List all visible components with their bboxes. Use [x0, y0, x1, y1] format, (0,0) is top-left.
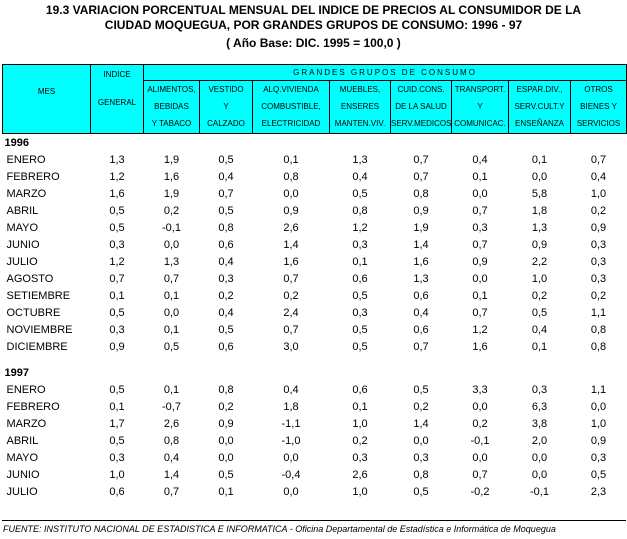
value-cell: 1,0 [109, 469, 125, 481]
value-cell: 0,0 [472, 452, 488, 464]
value-cell: 0,5 [413, 486, 429, 498]
value-cell: 0,1 [472, 290, 488, 302]
value-cell: 0,4 [218, 307, 234, 319]
header-group-col [509, 81, 571, 134]
value-cell: 0,9 [109, 341, 125, 353]
value-cell: 1,6 [109, 188, 125, 200]
value-cell: 0,2 [218, 401, 234, 413]
month-cell: FEBRERO [6, 171, 60, 183]
value-cell: 6,3 [531, 401, 548, 413]
value-cell: 0,7 [163, 486, 180, 498]
value-cell: 0,4 [590, 171, 607, 183]
value-cell: 0,4 [283, 384, 299, 396]
value-cell: 0,8 [590, 324, 607, 336]
table-row [3, 186, 627, 203]
table-row [3, 237, 627, 254]
value-cell: 0,5 [109, 205, 125, 217]
value-cell: 0,6 [413, 324, 429, 336]
value-cell: 0,7 [413, 171, 429, 183]
value-cell: 0,5 [352, 188, 368, 200]
header-indice-line1: INDICE [103, 70, 131, 79]
value-cell: 1,0 [352, 486, 368, 498]
value-cell: 0,0 [163, 239, 180, 251]
value-cell: 0,5 [352, 341, 368, 353]
value-cell: 0,1 [472, 171, 488, 183]
month-cell: MARZO [6, 188, 47, 200]
value-cell: 0,0 [283, 486, 299, 498]
value-cell: 0,3 [590, 256, 607, 268]
value-cell: 1,4 [163, 469, 180, 481]
value-cell: -0,7 [162, 401, 181, 413]
value-cell: 1,2 [109, 256, 125, 268]
value-cell: 0,1 [283, 154, 299, 166]
table-row [3, 305, 627, 322]
value-cell: -0,1 [530, 486, 549, 498]
table-row [3, 152, 627, 169]
table-row [3, 433, 627, 450]
value-cell: 0,3 [590, 239, 607, 251]
header-group-col-line: ELECTRICIDAD [261, 119, 321, 128]
month-cell: DICIEMBRE [6, 341, 68, 353]
header-group-col-line: SERV.MEDICOS [391, 119, 452, 128]
year-label: 1997 [4, 367, 29, 379]
value-cell: 0,4 [352, 171, 368, 183]
header-group-col-line: CALZADO [207, 119, 245, 128]
header-group-col [330, 81, 391, 134]
value-cell: 0,5 [352, 324, 368, 336]
header-group-col-line: Y [223, 102, 229, 111]
month-cell: JUNIO [6, 469, 40, 481]
table-row [3, 254, 627, 271]
value-cell: 0,4 [413, 307, 429, 319]
month-cell: JUNIO [6, 239, 40, 251]
value-cell: 0,6 [109, 486, 125, 498]
value-cell: 1,3 [531, 222, 548, 234]
month-cell: ENERO [6, 384, 46, 396]
value-cell: 0,9 [590, 435, 607, 447]
value-cell: 0,2 [413, 401, 429, 413]
value-cell: 0,9 [472, 256, 488, 268]
table-row [3, 339, 627, 356]
value-cell: 0,2 [531, 290, 548, 302]
value-cell: 0,3 [352, 307, 368, 319]
value-cell: 3,3 [472, 384, 488, 396]
value-cell: 0,3 [109, 452, 125, 464]
value-cell: 0,1 [531, 341, 548, 353]
value-cell: 0,6 [352, 384, 368, 396]
value-cell: 1,3 [352, 154, 368, 166]
header-group-col-line: BIENES Y [580, 102, 617, 111]
value-cell: 1,2 [109, 171, 125, 183]
table-row [3, 203, 627, 220]
value-cell: 0,9 [218, 418, 234, 430]
value-cell: 1,0 [531, 273, 548, 285]
table-base-year: ( Año Base: DIC. 1995 = 100,0 ) [226, 36, 401, 50]
table-row [3, 484, 627, 501]
value-cell: 0,2 [590, 205, 607, 217]
header-group-col [571, 81, 627, 134]
header-mes: MES [3, 65, 91, 134]
value-cell: 0,3 [109, 239, 125, 251]
value-cell: 0,9 [413, 205, 429, 217]
value-cell: 0,6 [352, 273, 368, 285]
cpi-variation-table [2, 64, 627, 501]
source-note: FUENTE: INSTITUTO NACIONAL DE ESTADISTICA E INFORMATICA - Oficina Departamental de Estadística e Informática de Moquegua [3, 524, 556, 534]
value-cell: 0,4 [218, 256, 234, 268]
value-cell: 0,5 [109, 307, 125, 319]
header-group-col-line: MANTEN.VIV. [334, 119, 386, 128]
header-group-col [391, 81, 452, 134]
header-indice-general [91, 65, 144, 134]
value-cell: 0,1 [352, 256, 368, 268]
value-cell: 0,7 [472, 205, 488, 217]
value-cell: 1,9 [163, 188, 180, 200]
value-cell: 0,7 [163, 273, 180, 285]
table-row [3, 322, 627, 339]
month-cell: JULIO [6, 486, 38, 498]
header-group-col-line: COMBUSTIBLE, [261, 102, 321, 111]
value-cell: 1,3 [413, 273, 429, 285]
value-cell: 1,2 [352, 222, 368, 234]
value-cell: 0,8 [590, 341, 607, 353]
value-cell: -0,1 [162, 222, 181, 234]
month-cell: ABRIL [6, 205, 39, 217]
value-cell: 2,2 [531, 256, 548, 268]
value-cell: 0,1 [163, 384, 180, 396]
month-cell: OCTUBRE [6, 307, 61, 319]
value-cell: 0,5 [218, 324, 234, 336]
value-cell: -0,1 [470, 435, 490, 447]
value-cell: 0,5 [352, 290, 368, 302]
value-cell: 0,5 [163, 341, 180, 353]
value-cell: 0,5 [218, 205, 234, 217]
value-cell: 0,8 [218, 384, 234, 396]
value-cell: 1,0 [590, 188, 607, 200]
table-row [3, 169, 627, 186]
table-row [3, 450, 627, 467]
value-cell: 0,4 [531, 324, 548, 336]
value-cell: 0,7 [472, 239, 488, 251]
value-cell: 0,5 [218, 469, 234, 481]
table-row [3, 271, 627, 288]
value-cell: 0,3 [218, 273, 234, 285]
value-cell: 0,0 [472, 273, 488, 285]
year-heading-row [3, 134, 627, 153]
month-cell: FEBRERO [6, 401, 60, 413]
value-cell: 0,2 [352, 435, 368, 447]
value-cell: 0,8 [352, 205, 368, 217]
value-cell: 1,6 [283, 256, 299, 268]
value-cell: 0,7 [472, 469, 488, 481]
value-cell: 0,0 [590, 401, 607, 413]
value-cell: 3,0 [283, 341, 299, 353]
month-cell: AGOSTO [6, 273, 54, 285]
value-cell: 0,1 [352, 401, 368, 413]
value-cell: 0,7 [218, 188, 234, 200]
value-cell: 0,3 [352, 452, 368, 464]
value-cell: 0,0 [283, 452, 299, 464]
value-cell: 0,4 [163, 452, 180, 464]
value-cell: 0,5 [109, 384, 125, 396]
value-cell: 1,6 [413, 256, 429, 268]
value-cell: 1,6 [163, 171, 180, 183]
value-cell: 0,6 [218, 341, 234, 353]
value-cell: 0,0 [531, 469, 548, 481]
value-cell: 1,0 [590, 418, 607, 430]
value-cell: 0,4 [472, 154, 488, 166]
value-cell: 0,3 [590, 452, 607, 464]
value-cell: 0,5 [413, 384, 429, 396]
value-cell: 1,9 [413, 222, 429, 234]
value-cell: 1,2 [472, 324, 488, 336]
month-cell: MARZO [6, 418, 47, 430]
header-group-col [253, 81, 330, 134]
value-cell: 2,6 [352, 469, 368, 481]
value-cell: 0,8 [163, 435, 180, 447]
month-cell: NOVIEMBRE [6, 324, 73, 336]
year-label: 1996 [4, 137, 29, 149]
value-cell: 1,3 [163, 256, 180, 268]
value-cell: 2,3 [590, 486, 607, 498]
header-group-col-line: OTROS [584, 85, 613, 94]
table-body [3, 134, 627, 502]
value-cell: 2,6 [283, 222, 299, 234]
value-cell: 0,9 [590, 222, 607, 234]
table-title-line-2: CIUDAD MOQUEGUA, POR GRANDES GRUPOS DE CONSUMO: 1996 - 97 [104, 18, 523, 32]
value-cell: 0,7 [109, 273, 125, 285]
value-cell: 0,7 [413, 154, 429, 166]
value-cell: 3,8 [531, 418, 548, 430]
header-group-col [144, 81, 200, 134]
table-title-line-1: 19.3 VARIACION PORCENTUAL MENSUAL DEL INDICE DE PRECIOS AL CONSUMIDOR DE LA [45, 3, 582, 17]
table-row [3, 399, 627, 416]
value-cell: 0,3 [472, 222, 488, 234]
value-cell: 2,6 [163, 418, 180, 430]
month-cell: ENERO [6, 154, 46, 166]
table-row [3, 416, 627, 433]
value-cell: 2,4 [283, 307, 299, 319]
value-cell: 1,0 [352, 418, 368, 430]
value-cell: 0,1 [531, 154, 548, 166]
table-row [3, 288, 627, 305]
value-cell: 1,1 [590, 384, 607, 396]
value-cell: -1,1 [281, 418, 301, 430]
value-cell: 1,4 [283, 239, 299, 251]
header-group-col-line: Y [477, 102, 483, 111]
year-heading-row [3, 364, 627, 382]
header-group-col-line: CUID.CONS. [397, 85, 445, 94]
value-cell: 0,5 [109, 222, 125, 234]
header-indice-line2: GENERAL [97, 98, 137, 107]
value-cell: 1,8 [283, 401, 299, 413]
value-cell: 0,4 [218, 171, 234, 183]
value-cell: 1,8 [531, 205, 548, 217]
value-cell: 0,2 [218, 290, 234, 302]
table-header [3, 65, 627, 134]
header-group-col-line: BEBIDAS [154, 102, 189, 111]
value-cell: 0,2 [472, 418, 488, 430]
value-cell: 1,1 [590, 307, 607, 319]
header-group-col [452, 81, 509, 134]
value-cell: 0,9 [283, 205, 299, 217]
value-cell: 0,9 [531, 239, 548, 251]
header-group-col-line: Y TABACO [151, 119, 192, 128]
value-cell: 2,0 [531, 435, 548, 447]
month-cell: SETIEMBRE [6, 290, 71, 302]
header-group-col-line: ALIMENTOS, [147, 85, 196, 94]
value-cell: 0,3 [109, 324, 125, 336]
header-group-col-line: MUEBLES, [339, 85, 381, 94]
value-cell: 0,8 [413, 188, 429, 200]
value-cell: 0,0 [472, 401, 488, 413]
value-cell: 0,2 [283, 290, 299, 302]
value-cell: 0,8 [283, 171, 299, 183]
value-cell: 0,0 [218, 452, 234, 464]
header-group-col-line: DE LA SALUD [395, 102, 447, 111]
value-cell: 0,1 [218, 486, 234, 498]
value-cell: 0,5 [218, 154, 234, 166]
value-cell: 0,5 [590, 469, 607, 481]
table-row [3, 382, 627, 399]
header-group-col-line: ENSERES [340, 102, 380, 111]
value-cell: 0,7 [413, 341, 429, 353]
month-cell: ABRIL [6, 435, 39, 447]
bottom-rule [2, 520, 626, 521]
value-cell: -0,4 [281, 469, 301, 481]
header-group-col-line: ESPAR.DIV., [516, 85, 563, 94]
header-group-col-line: ALQ.VIVIENDA [263, 85, 319, 94]
value-cell: 0,7 [283, 324, 299, 336]
value-cell: 0,6 [218, 239, 234, 251]
value-cell: 0,5 [531, 307, 548, 319]
header-group-col-line: TRANSPORT. [454, 85, 506, 94]
value-cell: 0,0 [283, 188, 299, 200]
value-cell: 0,7 [590, 154, 607, 166]
spacer-row [3, 356, 627, 364]
value-cell: 1,7 [109, 418, 125, 430]
value-cell: 0,0 [218, 435, 234, 447]
value-cell: 0,8 [218, 222, 234, 234]
month-cell: MAYO [6, 452, 39, 464]
table-row [3, 467, 627, 484]
value-cell: 0,7 [283, 273, 299, 285]
header-group-col-line: ENSEÑANZA [515, 119, 564, 128]
header-group-col-line: SERVICIOS [576, 119, 621, 128]
value-cell: 0,3 [590, 273, 607, 285]
value-cell: 0,3 [531, 384, 548, 396]
value-cell: 0,0 [163, 307, 180, 319]
month-cell: MAYO [6, 222, 39, 234]
value-cell: 0,2 [163, 205, 180, 217]
value-cell: 0,3 [352, 239, 368, 251]
value-cell: -0,2 [470, 486, 490, 498]
value-cell: 0,6 [413, 290, 429, 302]
value-cell: 1,4 [413, 239, 429, 251]
value-cell: 1,9 [163, 154, 180, 166]
value-cell: 0,8 [413, 469, 429, 481]
value-cell: 0,1 [163, 290, 180, 302]
value-cell: 0,7 [472, 307, 488, 319]
value-cell: 1,3 [109, 154, 125, 166]
header-group-col [200, 81, 253, 134]
value-cell: 0,1 [109, 290, 125, 302]
value-cell: 1,6 [472, 341, 488, 353]
header-grandes-grupos: GRANDES GRUPOS DE CONSUMO [144, 65, 627, 81]
value-cell: 0,0 [472, 188, 488, 200]
value-cell: 0,0 [531, 452, 548, 464]
header-group-col-line: VESTIDO [208, 85, 244, 94]
month-cell: JULIO [6, 256, 38, 268]
value-cell: 5,8 [531, 188, 548, 200]
value-cell: 1,4 [413, 418, 429, 430]
value-cell: -1,0 [281, 435, 301, 447]
value-cell: 0,3 [413, 452, 429, 464]
value-cell: 0,0 [531, 171, 548, 183]
table-row [3, 220, 627, 237]
header-group-col-line: COMUNICAC. [454, 119, 506, 128]
value-cell: 0,2 [590, 290, 607, 302]
value-cell: 0,0 [413, 435, 429, 447]
value-cell: 0,1 [163, 324, 180, 336]
header-group-col-line: SERV.CULT.Y [514, 102, 565, 111]
value-cell: 0,1 [109, 401, 125, 413]
value-cell: 0,5 [109, 435, 125, 447]
